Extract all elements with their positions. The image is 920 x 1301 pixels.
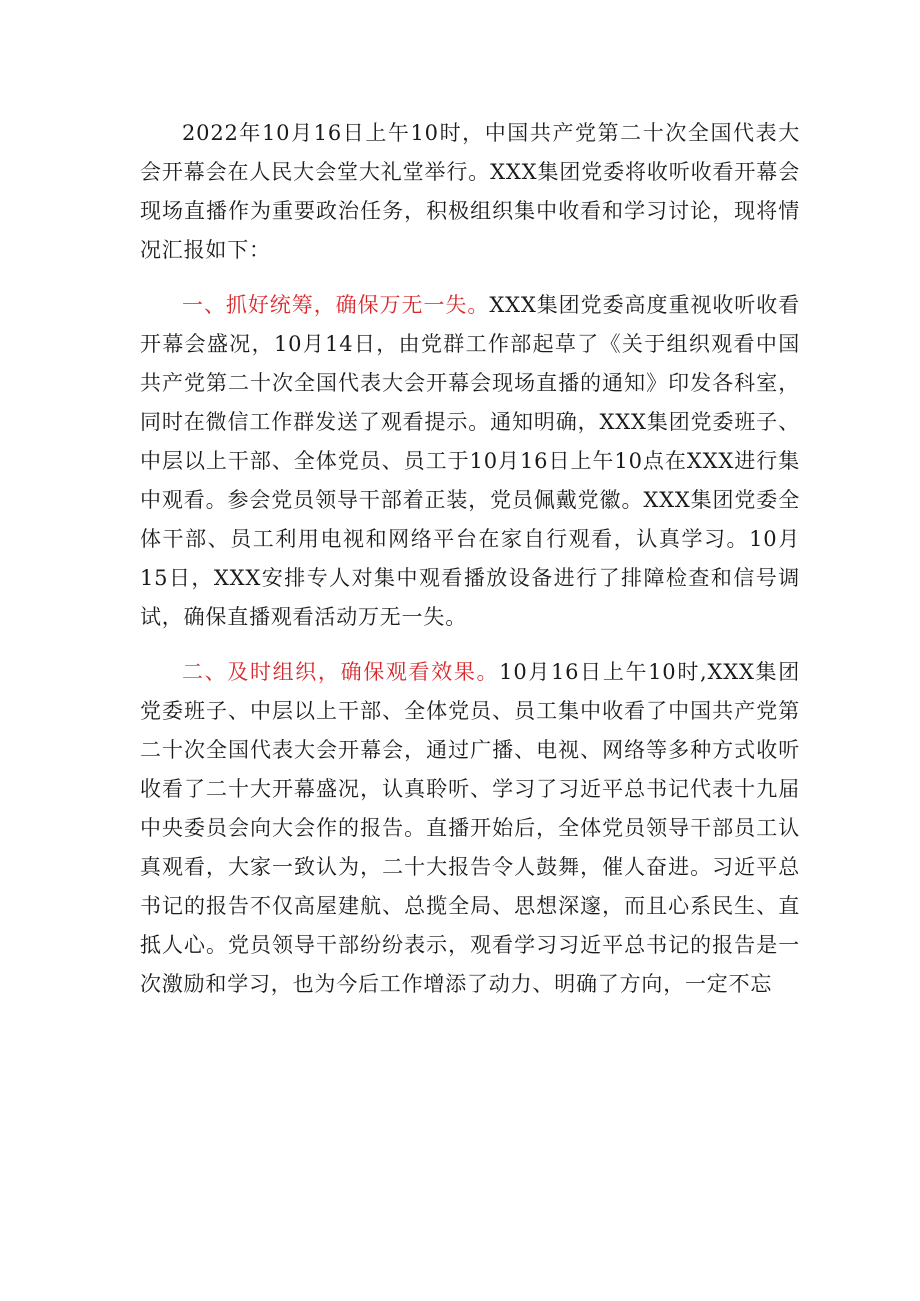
section-2-text: 10月16日上午10时,XXX集团党委班子、中层以上干部、全体党员、员工集中收看了中国共产党第二十次全国代表大会开幕会，通过广播、电视、网络等多种方式收听收看了二十大开幕盛况，认真聆听、学习了习近平总书记代表十九届中央委员会向大会作的报告。直播开始后，全体党员领导干部员工认真观看，大家一致认为，二十大报告令人鼓舞，催人奋进。习近平总书记的报告不仅高屋建航、总揽全局、思想深邃，而且心系民生、直抵人心。党员领导干部纷纷表示，观看学习习近平总书记的报告是一次激励和学习，也为今后工作增添了动力、明确了方向，一定不忘 <box>140 660 801 996</box>
section-2-paragraph <box>140 653 800 1004</box>
section-1-paragraph <box>140 286 800 637</box>
section-1-text: XXX集团党委高度重视收听收看开幕会盛况，10月14日，由党群工作部起草了《关于组织观看中国共产党第二十次全国代表大会开幕会现场直播的通知》印发各科室，同时在微信工作群发送了观看提示。通知明确，XXX集团党委班子、中层以上干部、全体党员、员工于10月16日上午10点在XXX进行集中观看。参会党员领导干部着正装，党员佩戴党徽。XXX集团党委全体干部、员工利用电视和网络平台在家自行观看，认真学习。10月15日，XXX安排专人对集中观看播放设备进行了排障检查和信号调试，确保直播观看活动万无一失。 <box>140 293 800 629</box>
section-1-heading: 一、抓好统筹，确保万无一失。 <box>182 293 490 317</box>
paragraph-text: 2022年10月16日上午10时，中国共产党第二十次全国代表大会开幕会在人民大会堂大礼堂举行。XXX集团党委将收听收看开幕会现场直播作为重要政治任务，积极组织集中收看和学习讨论，现将情况汇报如下： <box>140 121 800 262</box>
document-body <box>140 114 800 1020</box>
intro-paragraph <box>140 114 800 270</box>
section-2-heading: 二、及时组织，确保观看效果。 <box>182 660 500 684</box>
